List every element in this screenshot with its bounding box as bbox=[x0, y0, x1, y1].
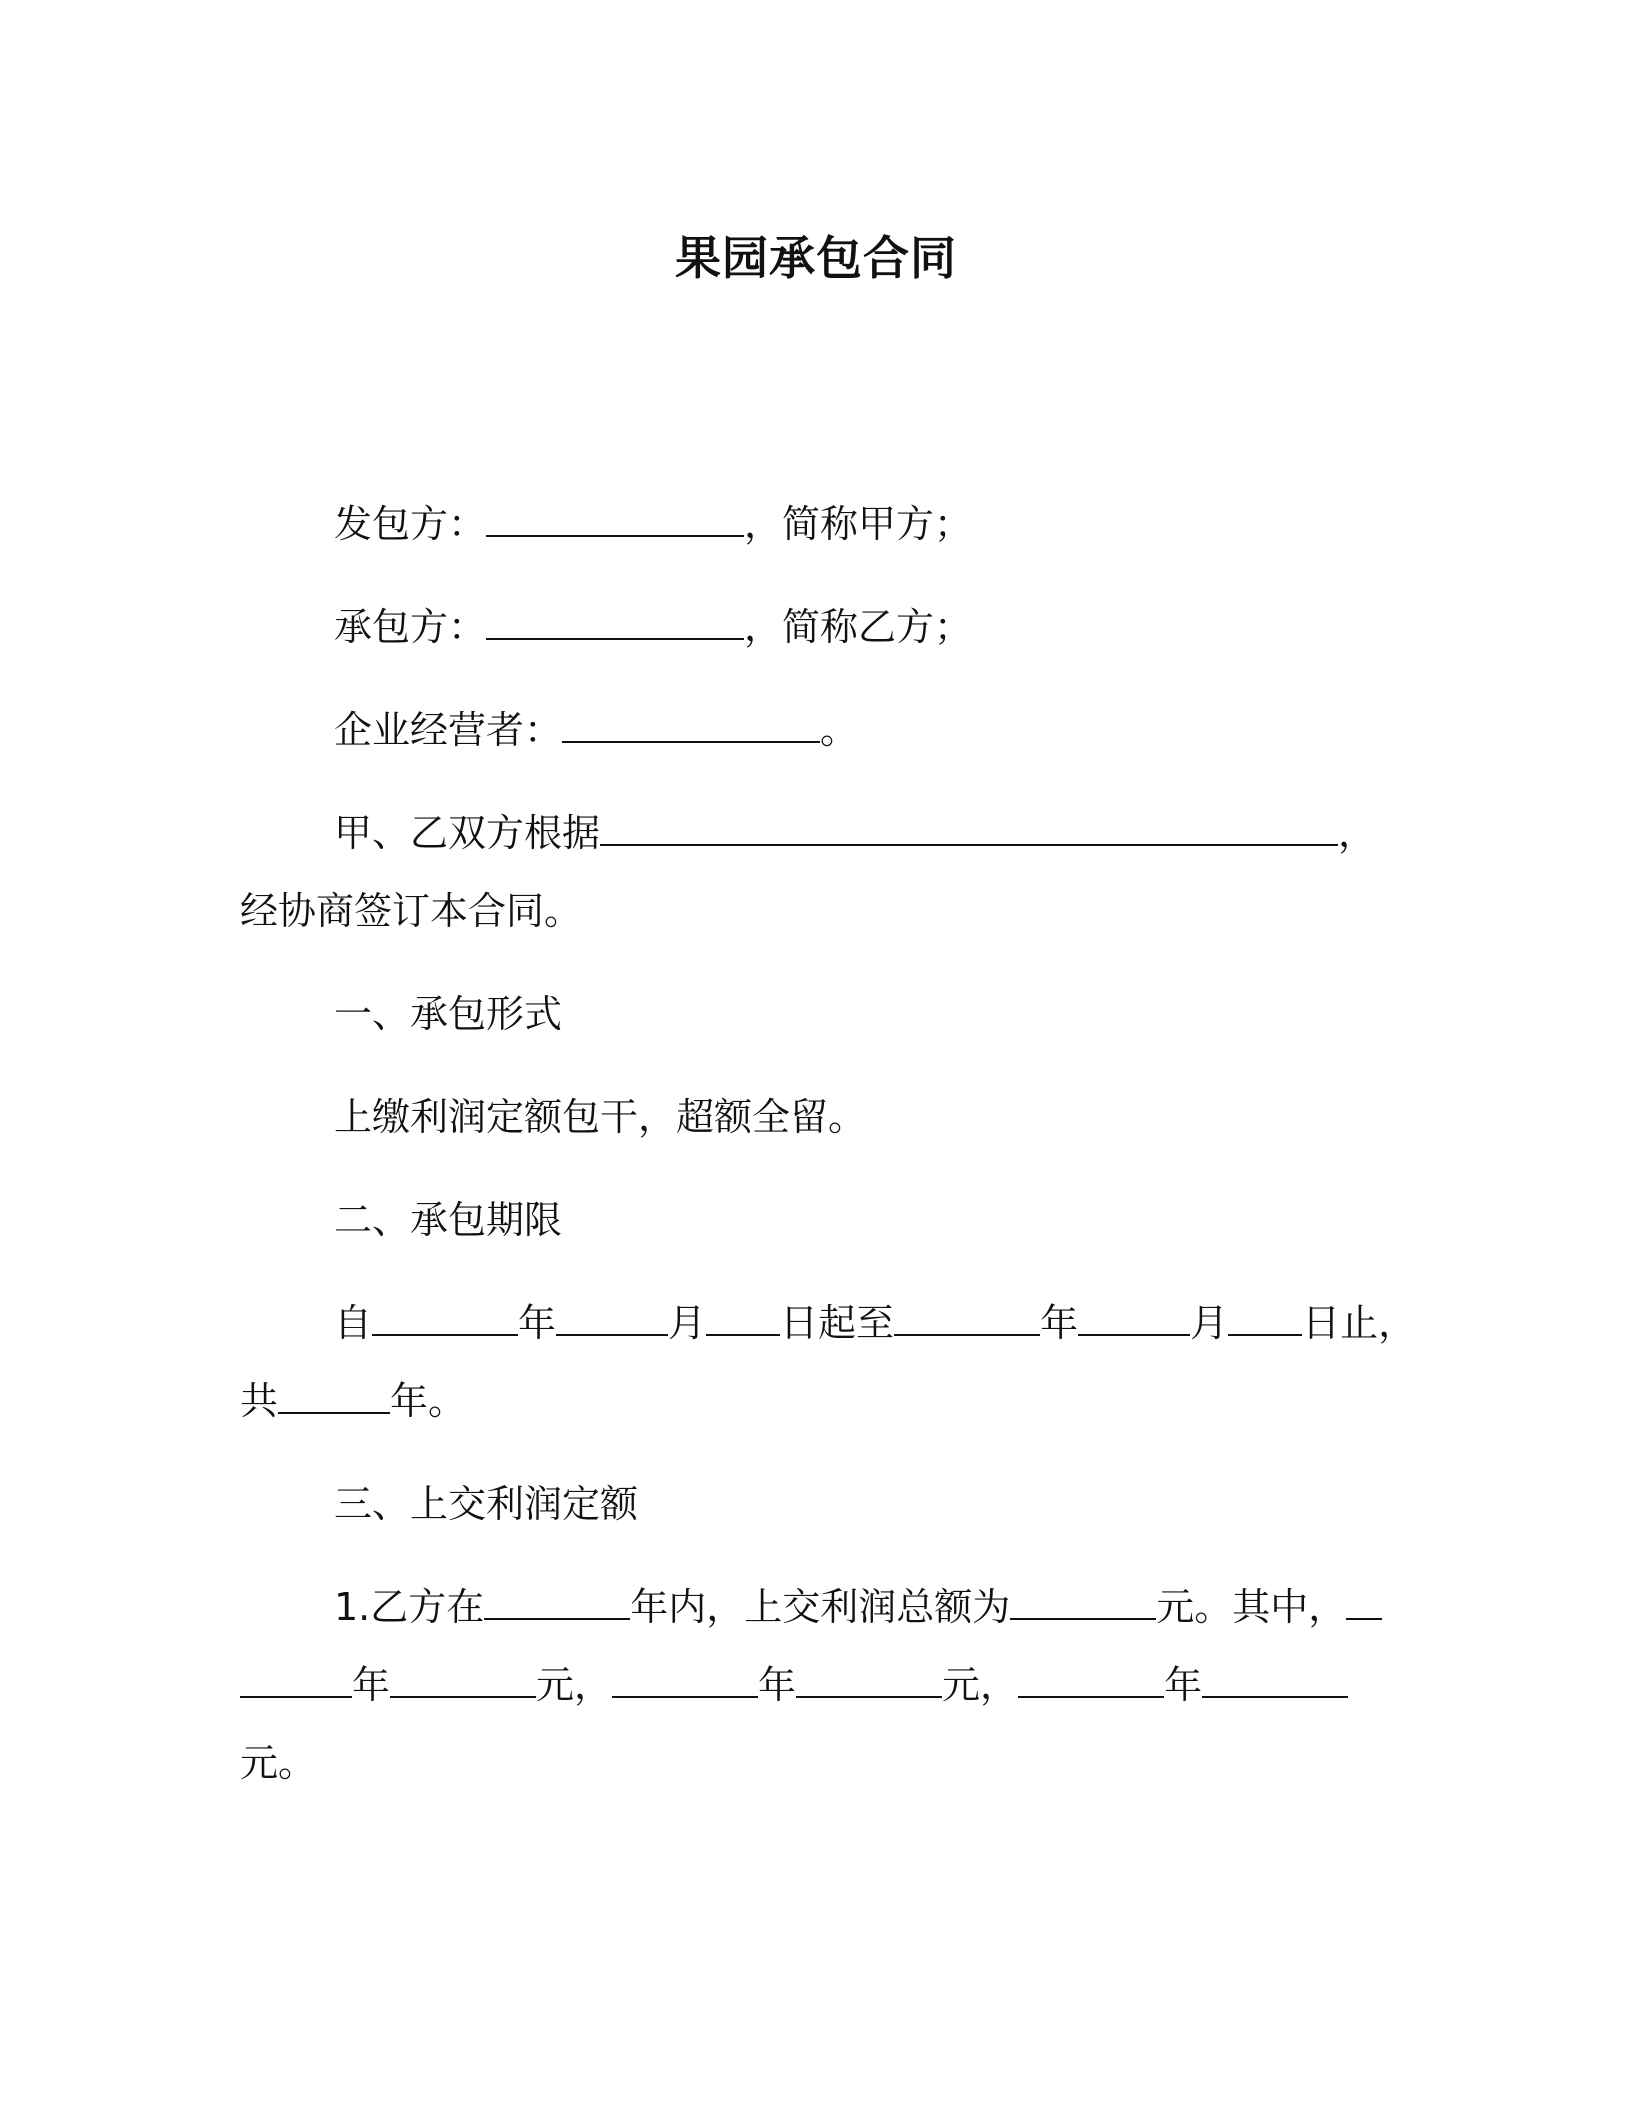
term-total-prefix: 共 bbox=[240, 1379, 279, 1423]
party-a-label: 发包方： bbox=[334, 502, 487, 546]
section1-body: 上缴利润定额包干，超额全留。 bbox=[334, 1095, 867, 1139]
profit-end: 元。其中， bbox=[1156, 1585, 1347, 1629]
party-a-blank[interactable] bbox=[486, 501, 744, 537]
term-day-start: 日起至 bbox=[780, 1301, 895, 1345]
party-b-line bbox=[334, 602, 972, 652]
profit-years-blank[interactable] bbox=[484, 1584, 630, 1620]
term-year-label-2: 年 bbox=[1040, 1301, 1079, 1345]
profit-line-2 bbox=[240, 1660, 1348, 1710]
start-month-blank[interactable] bbox=[556, 1300, 668, 1336]
profit-line-3: 元。 bbox=[240, 1741, 317, 1785]
start-day-blank[interactable] bbox=[706, 1300, 780, 1336]
term-from: 自 bbox=[334, 1301, 373, 1345]
operator-suffix: 。 bbox=[820, 708, 859, 752]
profit-yuan-1: 元， bbox=[536, 1663, 613, 1707]
profit-prefix: 1.乙方在 bbox=[334, 1585, 485, 1629]
profit-year-label-2: 年 bbox=[758, 1663, 797, 1707]
party-b-label: 承包方： bbox=[334, 605, 487, 649]
profit-year2-blank[interactable] bbox=[612, 1662, 758, 1698]
start-year-blank[interactable] bbox=[372, 1300, 518, 1336]
term-month-label-2: 月 bbox=[1190, 1301, 1229, 1345]
profit-amount3-blank[interactable] bbox=[1202, 1662, 1348, 1698]
term-total-suffix: 年。 bbox=[390, 1379, 467, 1423]
party-a-line bbox=[334, 499, 972, 549]
profit-year-label-3: 年 bbox=[1164, 1663, 1203, 1707]
profit-yuan-2: 元， bbox=[942, 1663, 1019, 1707]
profit-total-blank[interactable] bbox=[1010, 1584, 1156, 1620]
profit-line-1 bbox=[334, 1582, 1382, 1632]
party-a-suffix: ，简称甲方； bbox=[744, 502, 973, 546]
end-year-blank[interactable] bbox=[894, 1300, 1040, 1336]
basis-blank[interactable] bbox=[600, 810, 1338, 846]
section2-heading: 二、承包期限 bbox=[334, 1198, 563, 1242]
profit-mid: 年内，上交利润总额为 bbox=[630, 1585, 1011, 1629]
basis-prefix: 甲、乙双方根据 bbox=[334, 811, 601, 855]
end-month-blank[interactable] bbox=[1078, 1300, 1190, 1336]
term-total-line bbox=[240, 1376, 466, 1426]
profit-year1-blank-cont[interactable] bbox=[240, 1662, 352, 1698]
basis-line bbox=[334, 808, 1376, 858]
operator-line bbox=[334, 705, 858, 755]
profit-year1-blank-start[interactable] bbox=[1346, 1584, 1382, 1620]
profit-year-label-1: 年 bbox=[352, 1663, 391, 1707]
document-title: 果园承包合同 bbox=[675, 231, 957, 285]
basis-suffix: ， bbox=[1338, 811, 1377, 855]
section3-heading: 三、上交利润定额 bbox=[334, 1482, 639, 1526]
term-month-label: 月 bbox=[668, 1301, 707, 1345]
profit-amount2-blank[interactable] bbox=[796, 1662, 942, 1698]
end-day-blank[interactable] bbox=[1228, 1300, 1302, 1336]
term-year-label: 年 bbox=[518, 1301, 557, 1345]
party-b-suffix: ，简称乙方； bbox=[744, 605, 973, 649]
term-day-end: 日止， bbox=[1302, 1301, 1417, 1345]
operator-label: 企业经营者： bbox=[334, 708, 563, 752]
operator-blank[interactable] bbox=[562, 707, 820, 743]
party-b-blank[interactable] bbox=[486, 604, 744, 640]
profit-amount1-blank[interactable] bbox=[390, 1662, 536, 1698]
section1-heading: 一、承包形式 bbox=[334, 992, 563, 1036]
profit-year3-blank[interactable] bbox=[1018, 1662, 1164, 1698]
total-years-blank[interactable] bbox=[278, 1378, 390, 1414]
basis-continuation: 经协商签订本合同。 bbox=[240, 889, 583, 933]
term-line bbox=[334, 1298, 1416, 1348]
